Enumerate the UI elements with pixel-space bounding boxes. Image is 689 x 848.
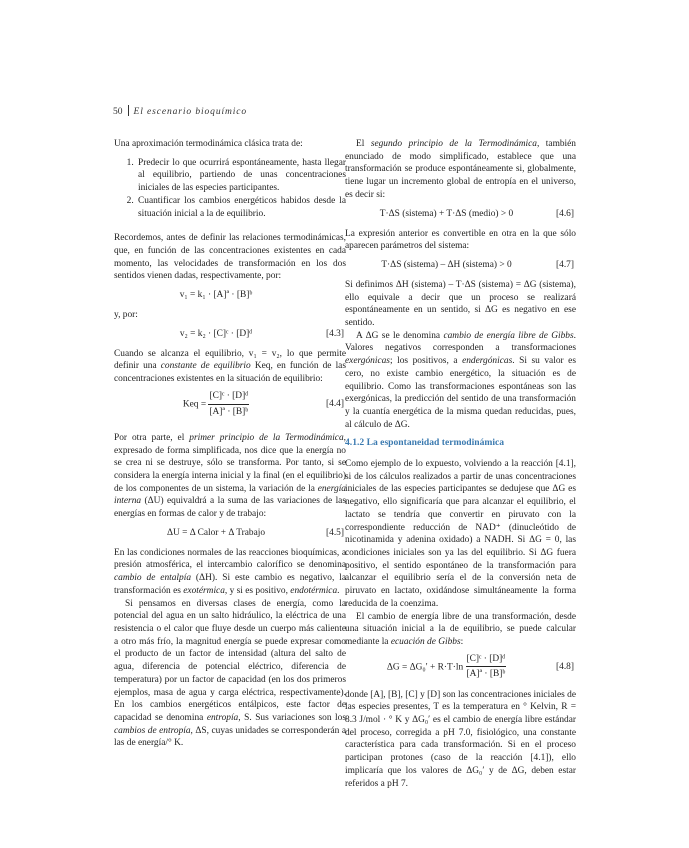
equation-body: T·ΔS (sistema) – ΔH (sistema) > 0 — [381, 259, 512, 270]
paragraph: El cambio de energía libre de una transformación, desde una situación inicial a la de equilibrio, se puede calcular mediante la ecuación de Gibbs: — [345, 611, 576, 647]
equation-4-6 — [345, 202, 576, 228]
paragraph: La expresión anterior es convertible en otra en la que sólo aparecen parámetros del sistema: — [345, 228, 576, 252]
fraction-numerator: [C]ᶜ · [D]ᵈ — [466, 653, 507, 668]
paragraph: Si definimos ΔH (sistema) – T·ΔS (sistema) = ΔG (sistema), ello equivale a decir que un proceso se realizará espontáneamente en un sentido, si ΔG es negativo en ese sentido. — [345, 279, 576, 329]
equation-number: [4.4] — [326, 398, 344, 409]
equation-4-5 — [114, 521, 346, 547]
equation-number: [4.3] — [326, 328, 344, 339]
fraction — [208, 390, 249, 418]
equation-body: T·ΔS (sistema) + T·ΔS (medio) > 0 — [379, 208, 514, 219]
paragraph: Una aproximación termodinámica clásica trata de: — [114, 139, 303, 149]
equation-4-7 — [345, 253, 576, 279]
paragraph: Por otra parte, el primer principio de la Termodinámica, expresado de forma simplificada, nos dice que la energía no se crea ni se destruye, sólo se transforma. Por tanto, si se considera la energía interna inicial y la final (en el equilibrio) de los componentes de un sistema, la variación de la energía interna (ΔU) equivaldrá a la suma de las variaciones de las energías en formas de calor y de trabajo: — [114, 432, 346, 520]
objectives-list — [114, 157, 346, 221]
keq-lhs: Keq = — [182, 399, 207, 410]
fraction-numerator: [C]ᶜ · [D]ᵈ — [208, 390, 249, 405]
paragraph: En las condiciones normales de las reacciones bioquímicas, a presión atmosférica, el intercambio calorífico se denomina cambio de entalpía (ΔH). Si este cambio es negativo, la transformación es exotérmica, y si es positivo, endotérmica. — [114, 547, 346, 596]
equation-body — [114, 390, 318, 418]
running-title: El escenario bioquímico — [133, 107, 248, 117]
gibbs-lhs: ΔG = ΔG₀′ + R·T·ln — [386, 661, 464, 672]
paragraph: El segundo principio de la Termodinámica, también enunciado de modo simplificado, establece que una transformación se produce espontáneamente si, globalmente, tiene lugar un incremento global de entropía en el universo, es decir si: — [345, 139, 576, 200]
fraction — [466, 653, 507, 681]
equation-number: [4.6] — [556, 208, 574, 219]
equation-number: [4.8] — [556, 661, 574, 672]
list-item: 1. Predecir lo que ocurrirá espontáneamente, hasta llegar al equilibrio, partiendo de unas concentraciones iniciales de las especies participantes. — [136, 157, 346, 195]
paragraph: A ΔG se le denomina cambio de energía libre de Gibbs. Valores negativos corresponden a transformaciones exergónicas; los positivos, a endergónicas. Si su valor es cero, no existe cambio energético, la situación es de equilibrio. Como las transformaciones espontáneas son las exergónicas, la predicción del sentido de una transformación y la cuantía energética de la misma quedan reducidas, pues, al cálculo de ΔG. — [345, 330, 576, 430]
equation-body: v₁ = k₁ · [A]ª · [B]ᵇ — [179, 290, 253, 301]
equation-v1 — [114, 283, 346, 309]
equation-4-4 — [114, 386, 346, 426]
equation-body: v₂ = k₂ · [C]ᶜ · [D]ᵈ — [179, 328, 253, 339]
header-divider — [128, 105, 129, 116]
equation-number: [4.5] — [326, 527, 344, 538]
running-header — [113, 105, 247, 117]
equation-4-3 — [114, 322, 346, 348]
fraction-denominator: [A]ª · [B]ᵇ — [466, 669, 506, 680]
list-item: 2. Cuantificar los cambios energéticos habidos desde la situación inicial a la de equilibrio. — [136, 195, 346, 220]
paragraph: Como ejemplo de lo expuesto, volviendo a la reacción [4.1], si de los cálculos realizados a partir de unas concentraciones iniciales de las especies participantes se dedujese que ΔG es negativo, ello significaría que para alcanzar el equilibrio, el lactato se tendría que convertir en piruvato con la correspondiente reducción de NAD⁺ (dinucleótido de nicotinamida y adenina oxidado) a NADH. Si ΔG = 0, las condiciones iniciales son ya las del equilibrio. Si ΔG fuera positivo, el sentido espontáneo de la transformación para alcanzar el equilibrio sería el de la conversión neta de piruvato en lactato, oxidándose simultáneamente la forma reducida de la coenzima. — [345, 459, 576, 609]
paragraph: Si pensamos en diversas clases de energía, como la potencial del agua en un salto hidráulico, la eléctrica de una resistencia o el calor que fluye desde un cuerpo más caliente a otro más frío, la magnitud energía se puede expresar como el producto de un factor de intensidad (altura del salto de agua, diferencia de potencial eléctrico, diferencia de temperatura) por un factor de capacidad (en los dos primeros ejemplos, masa de agua y carga eléctrica, respectivamente). En los cambios energéticos entálpicos, este factor de capacidad se denomina entropía, S. Sus variaciones son los cambios de entropía, ΔS, cuyas unidades se corresponderán a las de energía/° K. — [114, 598, 346, 749]
equation-body — [345, 653, 548, 681]
right-column — [345, 138, 576, 790]
paragraph: Recordemos, antes de definir las relaciones termodinámicas, que, en función de las concentraciones existentes en cada momento, las velocidades de transformación en los dos sentidos vienen dadas, respectivamente, por: — [114, 233, 346, 282]
equation-number: [4.7] — [556, 259, 574, 270]
section-heading: 4.1.2 La espontaneidad termodinámica — [345, 437, 505, 449]
paragraph: donde [A], [B], [C] y [D] son las concentraciones iniciales de las especies presentes, T es la temperatura en ° Kelvin, R = 8.3 J/mol · ° K y ΔG₀′ es el cambio de energía libre estándar del proceso, corregida a pH 7.0, fisiológico, una constante característica para cada transformación. Si en el proceso participan protones (caso de la reacción [4.1]), ello implicaría que los valores de ΔG₀′ y de ΔG, deben estar referidos a pH 7. — [345, 689, 576, 789]
paragraph: Cuando se alcanza el equilibrio, v₁ = v₂, lo que permite definir una constante de equilibrio Keq, en función de las concentraciones existentes en la situación de equilibrio: — [114, 348, 346, 385]
equation-4-8 — [345, 649, 576, 689]
left-column — [114, 138, 346, 750]
paragraph: y, por: — [114, 310, 138, 321]
page-number: 50 — [113, 107, 123, 117]
fraction-denominator: [A]ª · [B]ᵇ — [209, 406, 249, 417]
equation-body: ΔU = Δ Calor + Δ Trabajo — [166, 527, 266, 538]
